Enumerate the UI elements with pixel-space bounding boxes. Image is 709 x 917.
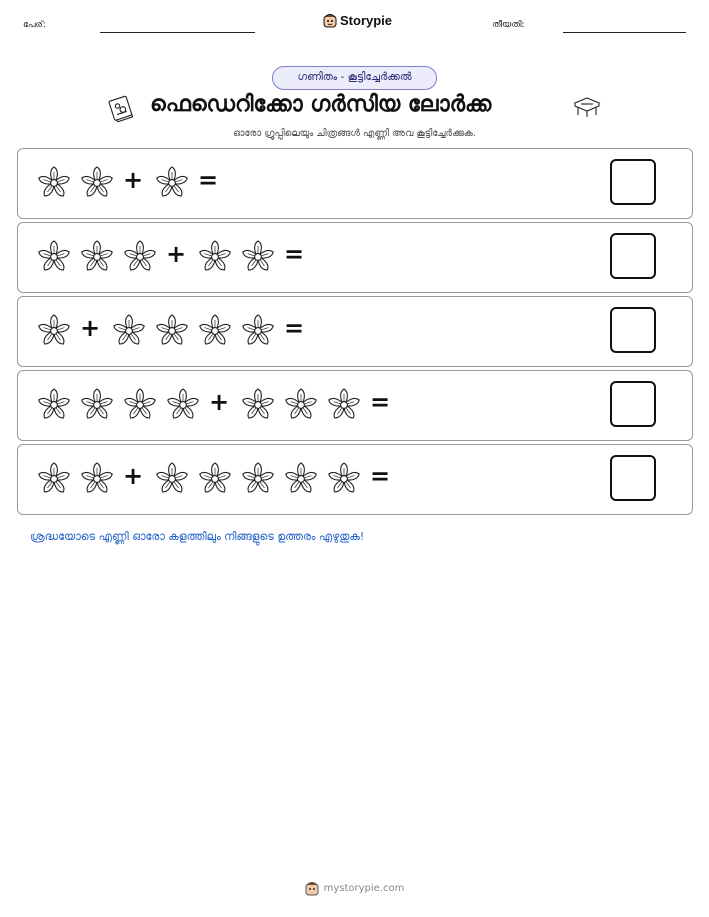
plus-sign: + [166,240,187,268]
equals-sign: = [370,462,391,490]
title-row [0,90,709,124]
flower-icon [239,386,277,424]
equals-sign: = [284,240,305,268]
flower-icon [282,460,320,498]
flower-icon [78,238,116,276]
flower-icon [239,238,277,276]
topic-tag: ഗണിതം - കൂട്ടിച്ചേർക്കൽ [272,66,437,90]
flower-icon [325,460,363,498]
flower-icon [78,164,116,202]
name-write-line[interactable] [100,32,255,33]
problem-row [17,148,693,219]
instructions: ഓരോ ഗ്രൂപ്പിലെയും ചിത്രങ്ങൾ എണ്ണി അവ കൂട്ടിച്ചേർക്കുക. [233,128,476,139]
flower-icon [153,460,191,498]
footer [0,880,709,896]
flower-icon [164,386,202,424]
flower-icon [153,312,191,350]
plus-sign: + [123,166,144,194]
plus-sign: + [80,314,101,342]
flower-icon [35,238,73,276]
flower-icon [196,312,234,350]
flower-icon [78,460,116,498]
flower-icon [153,164,191,202]
storypie-logo-icon [323,12,337,28]
date-label: തീയതി: [492,20,525,30]
answer-box[interactable] [610,455,656,501]
flower-icon [35,386,73,424]
problem-row [17,296,693,367]
flower-icon [325,386,363,424]
date-write-line[interactable] [563,32,686,33]
flower-icon [196,238,234,276]
flower-icon [121,238,159,276]
equals-sign: = [198,166,219,194]
brand-name: Storypie [340,12,393,28]
book-icon [106,92,136,122]
desk-icon [572,96,602,118]
answer-box[interactable] [610,307,656,353]
answer-box[interactable] [610,233,656,279]
problem-row [17,444,693,515]
footer-url[interactable]: mystorypie.com [323,882,405,894]
problem-row [17,222,693,293]
worksheet-title: ഫെഡെറിക്കോ ഗർസിയ ലോർക്ക [150,92,492,117]
brand [323,12,392,28]
name-label: പേര്: [23,20,46,30]
flower-icon [35,164,73,202]
footer-instruction: ശ്രദ്ധയോടെ എണ്ണി ഓരോ കളത്തിലും നിങ്ങളുടെ ഉത്തരം എഴുതുക! [30,530,365,543]
plus-sign: + [209,388,230,416]
flower-icon [35,460,73,498]
flower-icon [121,386,159,424]
flower-icon [110,312,148,350]
equals-sign: = [284,314,305,342]
flower-icon [282,386,320,424]
flower-icon [196,460,234,498]
answer-box[interactable] [610,381,656,427]
answer-box[interactable] [610,159,656,205]
plus-sign: + [123,462,144,490]
problem-row [17,370,693,441]
flower-icon [78,386,116,424]
worksheet-header [0,0,709,40]
flower-icon [239,312,277,350]
storypie-logo-icon [305,880,319,896]
flower-icon [239,460,277,498]
flower-icon [35,312,73,350]
equals-sign: = [370,388,391,416]
